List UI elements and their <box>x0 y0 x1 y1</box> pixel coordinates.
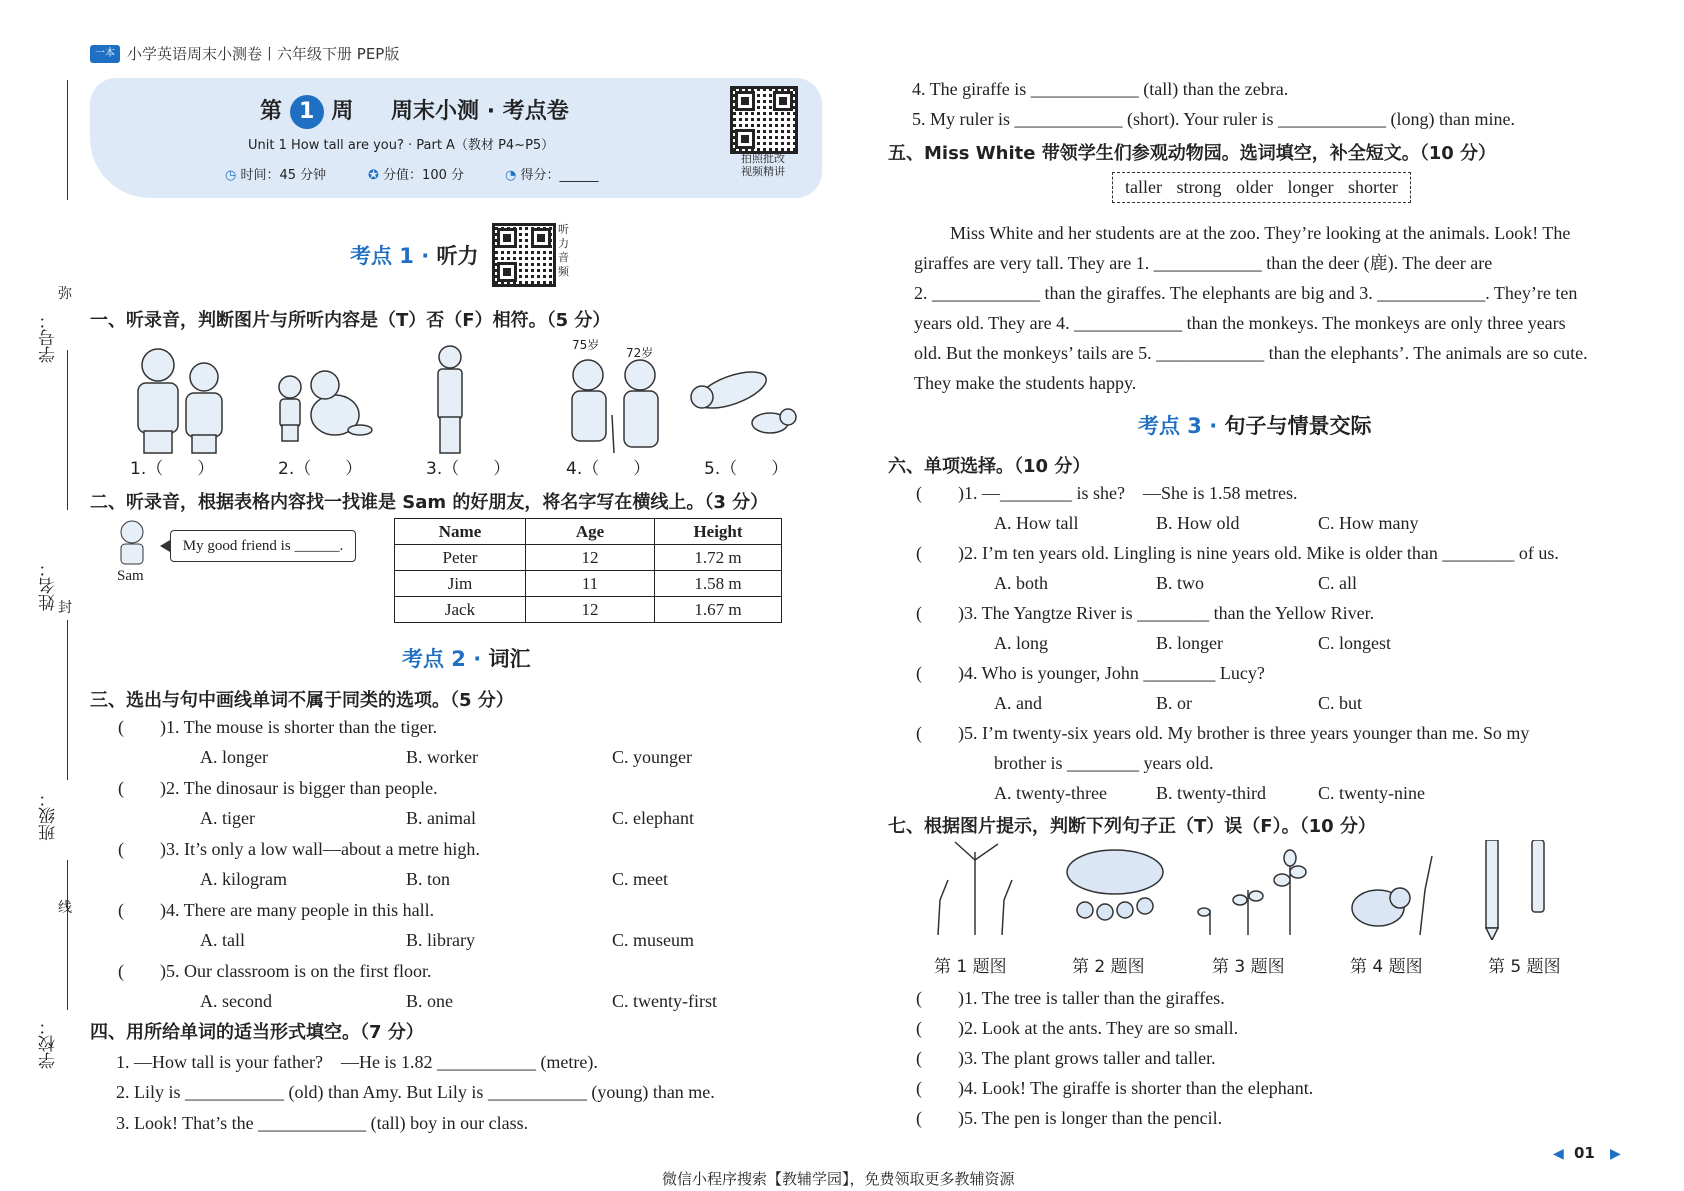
s6-title: 六、单项选择。（10 分） <box>888 456 1091 477</box>
sam-label: Sam <box>117 568 144 584</box>
qr-code[interactable] <box>730 86 798 154</box>
s6-option-c[interactable]: C. but <box>1318 693 1363 713</box>
s4-line-4: 4. The giraffe is ____________ (tall) than the zebra. <box>912 79 1289 99</box>
passage-line: years old. They are 4. ____________ than the monkeys. The monkeys are only three years <box>914 313 1566 333</box>
age-label-72: 72岁 <box>626 346 654 360</box>
s3-option-a[interactable]: A. longer <box>200 747 268 767</box>
s3-option-c[interactable]: C. younger <box>612 747 692 767</box>
s7-item-1: ( )1. The tree is taller than the giraffes. <box>916 988 1225 1008</box>
s3-option-b[interactable]: B. worker <box>406 747 478 767</box>
s7-caption-1: 第 1 题图 <box>934 957 1007 977</box>
s6-question-1: ( )1. —________ is she? —She is 1.58 metres. <box>916 483 1298 503</box>
table-row <box>395 545 782 571</box>
table-header-row <box>395 519 782 545</box>
passage-line: giraffes are very tall. They are 1. ____________ than the deer (鹿). The deer are <box>914 253 1493 273</box>
s2-title: 二、听录音，根据表格内容找一找谁是 Sam 的好朋友，将名字写在横线上。（3 分） <box>90 492 769 513</box>
passage-line: 2. ____________ than the giraffes. The elephants are big and 3. ____________. They’re ten <box>914 283 1578 303</box>
seal-mark: 封 <box>58 600 72 616</box>
s6-option-b[interactable]: B. longer <box>1156 633 1223 653</box>
bubble-tail <box>160 540 170 552</box>
table-row <box>395 571 782 597</box>
section-heading-sentences: 考点 3 · 句子与情景交际 <box>1138 414 1372 438</box>
s7-item-5: ( )5. The pen is longer than the pencil. <box>916 1108 1223 1128</box>
student-name-label: 姓名： <box>39 560 59 611</box>
week-number-badge: 1 <box>290 95 324 129</box>
margin-line <box>67 620 68 780</box>
speech-bubble: My good friend is ______. <box>170 530 356 562</box>
class-label: 班级： <box>39 790 59 841</box>
table-cell: 11 <box>526 571 655 597</box>
s4-line-5: 5. My ruler is ____________ (short). Your ruler is ____________ (long) than mine. <box>912 109 1515 129</box>
passage-line: They make the students happy. <box>914 373 1137 393</box>
series-title: 小学英语周末小测卷丨六年级下册 PEP版 <box>127 45 400 63</box>
elephant-giraffe-picture <box>1352 856 1432 935</box>
s7-item-3: ( )3. The plant grows taller and taller. <box>916 1048 1216 1068</box>
margin-line <box>67 80 68 200</box>
table-cell: 12 <box>526 597 655 623</box>
medal-icon: ✪ <box>368 168 379 183</box>
s3-title: 三、选出与句中画线单词不属于同类的选项。（5 分） <box>90 690 514 711</box>
s6-question-3: ( )3. The Yangtze River is ________ than the Yellow River. <box>916 603 1375 623</box>
s1-answer-4[interactable]: 4.（ ） <box>566 459 651 479</box>
s6-question-2: ( )2. I’m ten years old. Lingling is nine years old. Mike is older than ________ of us. <box>916 543 1559 563</box>
seal-mark: 弥 <box>58 286 72 302</box>
s5-title: 五、Miss White 带领学生们参观动物园。选词填空，补全短文。（10 分） <box>888 143 1497 164</box>
promo-footer: 微信小程序搜索【教辅学园】，免费领取更多教辅资源 <box>662 1170 1015 1188</box>
pencil-pen-picture <box>1486 840 1544 940</box>
s6-option-c[interactable]: C. How many <box>1318 513 1419 533</box>
got-score-field[interactable]: ◔ 得分：______ <box>505 168 599 183</box>
table-header: Height <box>655 519 782 545</box>
s3-option-a[interactable]: A. tall <box>200 930 245 950</box>
school-label: 学校： <box>39 1018 59 1069</box>
s6-option-c[interactable]: C. longest <box>1318 633 1392 653</box>
s3-option-b[interactable]: B. animal <box>406 808 476 828</box>
s7-caption-3: 第 3 题图 <box>1212 957 1285 977</box>
s1-title: 一、听录音，判断图片与所听内容是（T）否（F）相符。（5 分） <box>90 310 611 331</box>
student-number-label: 学号： <box>39 312 59 363</box>
s3-option-c[interactable]: C. meet <box>612 869 668 889</box>
unit-subtitle: Unit 1 How tall are you? · Part A（教材 P4~P5） <box>248 138 555 153</box>
qr-caption: 拍照批改 视频精讲 <box>741 152 785 178</box>
tree-giraffes-picture <box>938 842 1012 935</box>
passage-line: Miss White and her students are at the zoo. They’re looking at the animals. Look! The <box>950 223 1571 243</box>
s4-line-1: 1. —How tall is your father? —He is 1.82 ___________ (metre). <box>116 1052 598 1072</box>
page-number: 01 <box>1574 1144 1595 1162</box>
s6-option-a[interactable]: A. and <box>994 693 1042 713</box>
word-bank: taller strong older longer shorter <box>1112 172 1411 203</box>
s3-question-4: ( )4. There are many people in this hall. <box>118 900 435 920</box>
s4-line-2: 2. Lily is ___________ (old) than Amy. But Lily is ___________ (young) than me. <box>116 1082 715 1102</box>
s6-option-b[interactable]: B. or <box>1156 693 1192 713</box>
sam-picture <box>112 518 162 566</box>
time-info: ◷ 时间：45 分钟 <box>225 168 327 183</box>
table-header: Age <box>526 519 655 545</box>
audio-qr-code[interactable] <box>492 223 556 287</box>
section-heading-listening: 考点 1 · 听力 <box>350 244 479 268</box>
table-header: Name <box>395 519 526 545</box>
table-cell: Peter <box>395 545 526 571</box>
s6-option-a[interactable]: A. twenty-three <box>994 783 1107 803</box>
section-heading-vocabulary: 考点 2 · 词汇 <box>402 647 531 671</box>
leaf-ants-picture <box>1067 850 1163 920</box>
s6-question-5-cont: brother is ________ years old. <box>994 753 1214 773</box>
margin-line <box>67 860 68 1010</box>
elderly-couple-picture <box>572 360 658 453</box>
s7-caption-5: 第 5 题图 <box>1488 957 1561 977</box>
s3-option-b[interactable]: B. one <box>406 991 453 1011</box>
cat-dog-picture <box>691 365 796 433</box>
passage-line: old. But the monkeys’ tails are 5. ____________ than the elephants’. The animals are so cute. <box>914 343 1588 363</box>
table-cell: Jack <box>395 597 526 623</box>
table-cell: 1.58 m <box>655 571 782 597</box>
margin-line <box>67 350 68 510</box>
s7-item-4: ( )4. Look! The giraffe is shorter than the elephant. <box>916 1078 1314 1098</box>
s6-option-a[interactable]: A. How tall <box>994 513 1079 533</box>
s6-question-4: ( )4. Who is younger, John ________ Lucy? <box>916 663 1265 683</box>
gauge-icon: ◔ <box>505 168 517 183</box>
s3-question-1: ( )1. The mouse is shorter than the tiger. <box>118 717 438 737</box>
s6-option-a[interactable]: A. both <box>994 573 1048 593</box>
table-row <box>395 597 782 623</box>
s1-answer-5[interactable]: 5.（ ） <box>704 459 789 479</box>
growing-plant-picture <box>1198 850 1306 935</box>
s4-line-3: 3. Look! That’s the ____________ (tall) boy in our class. <box>116 1113 529 1133</box>
audio-qr-caption: 听力音频 <box>558 223 569 278</box>
s6-option-c[interactable]: C. twenty-nine <box>1318 783 1425 803</box>
score-info: ✪ 分值：100 分 <box>368 168 464 183</box>
next-page-icon[interactable]: ▶ <box>1610 1146 1621 1162</box>
boy-dog-picture <box>279 371 372 441</box>
s3-option-b[interactable]: B. ton <box>406 869 451 889</box>
s6-option-c[interactable]: C. all <box>1318 573 1357 593</box>
s7-title: 七、根据图片提示，判断下列句子正（T）误（F）。（10 分） <box>888 816 1376 837</box>
s3-option-c[interactable]: C. museum <box>612 930 695 950</box>
friends-table <box>394 518 782 623</box>
seal-mark: 线 <box>58 900 72 916</box>
table-cell: Jim <box>395 571 526 597</box>
s6-question-5: ( )5. I’m twenty-six years old. My brother is three years younger than me. So my <box>916 723 1530 743</box>
s1-answer-1[interactable]: 1.（ ） <box>130 459 215 479</box>
s3-question-5: ( )5. Our classroom is on the first floor. <box>118 961 432 981</box>
table-cell: 12 <box>526 545 655 571</box>
doctor-picture <box>438 346 462 453</box>
prev-page-icon[interactable]: ◀ <box>1553 1146 1564 1162</box>
s3-question-3: ( )3. It’s only a low wall—about a metre high. <box>118 839 480 859</box>
s4-title: 四、用所给单词的适当形式填空。（7 分） <box>90 1022 424 1043</box>
s1-pictures <box>120 335 820 455</box>
s3-option-a[interactable]: A. kilogram <box>200 869 287 889</box>
s1-answer-2[interactable]: 2.（ ） <box>278 459 363 479</box>
table-cell: 1.72 m <box>655 545 782 571</box>
s7-caption-4: 第 4 题图 <box>1350 957 1423 977</box>
s7-item-2: ( )2. Look at the ants. They are so small. <box>916 1018 1239 1038</box>
s6-option-b[interactable]: B. twenty-third <box>1156 783 1266 803</box>
paper-title: 周末小测 · 考点卷 <box>391 99 569 124</box>
s3-question-2: ( )2. The dinosaur is bigger than people. <box>118 778 438 798</box>
s7-caption-2: 第 2 题图 <box>1072 957 1145 977</box>
s3-option-a[interactable]: A. tiger <box>200 808 255 828</box>
header-banner <box>90 78 822 198</box>
s1-answer-3[interactable]: 3.（ ） <box>426 459 511 479</box>
man-woman-picture <box>138 349 222 453</box>
s6-option-b[interactable]: B. How old <box>1156 513 1240 533</box>
brand-logo: 一本 <box>90 45 120 63</box>
table-cell: 1.67 m <box>655 597 782 623</box>
age-label-75: 75岁 <box>572 338 600 352</box>
s3-option-c[interactable]: C. twenty-first <box>612 991 717 1011</box>
s3-option-a[interactable]: A. second <box>200 991 272 1011</box>
s6-option-b[interactable]: B. two <box>1156 573 1205 593</box>
clock-icon: ◷ <box>225 168 237 183</box>
s3-option-c[interactable]: C. elephant <box>612 808 694 828</box>
week-heading: 第 1 周 周末小测 · 考点卷 <box>260 94 569 129</box>
s6-option-a[interactable]: A. long <box>994 633 1048 653</box>
s3-option-b[interactable]: B. library <box>406 930 475 950</box>
s7-pictures <box>920 840 1620 940</box>
